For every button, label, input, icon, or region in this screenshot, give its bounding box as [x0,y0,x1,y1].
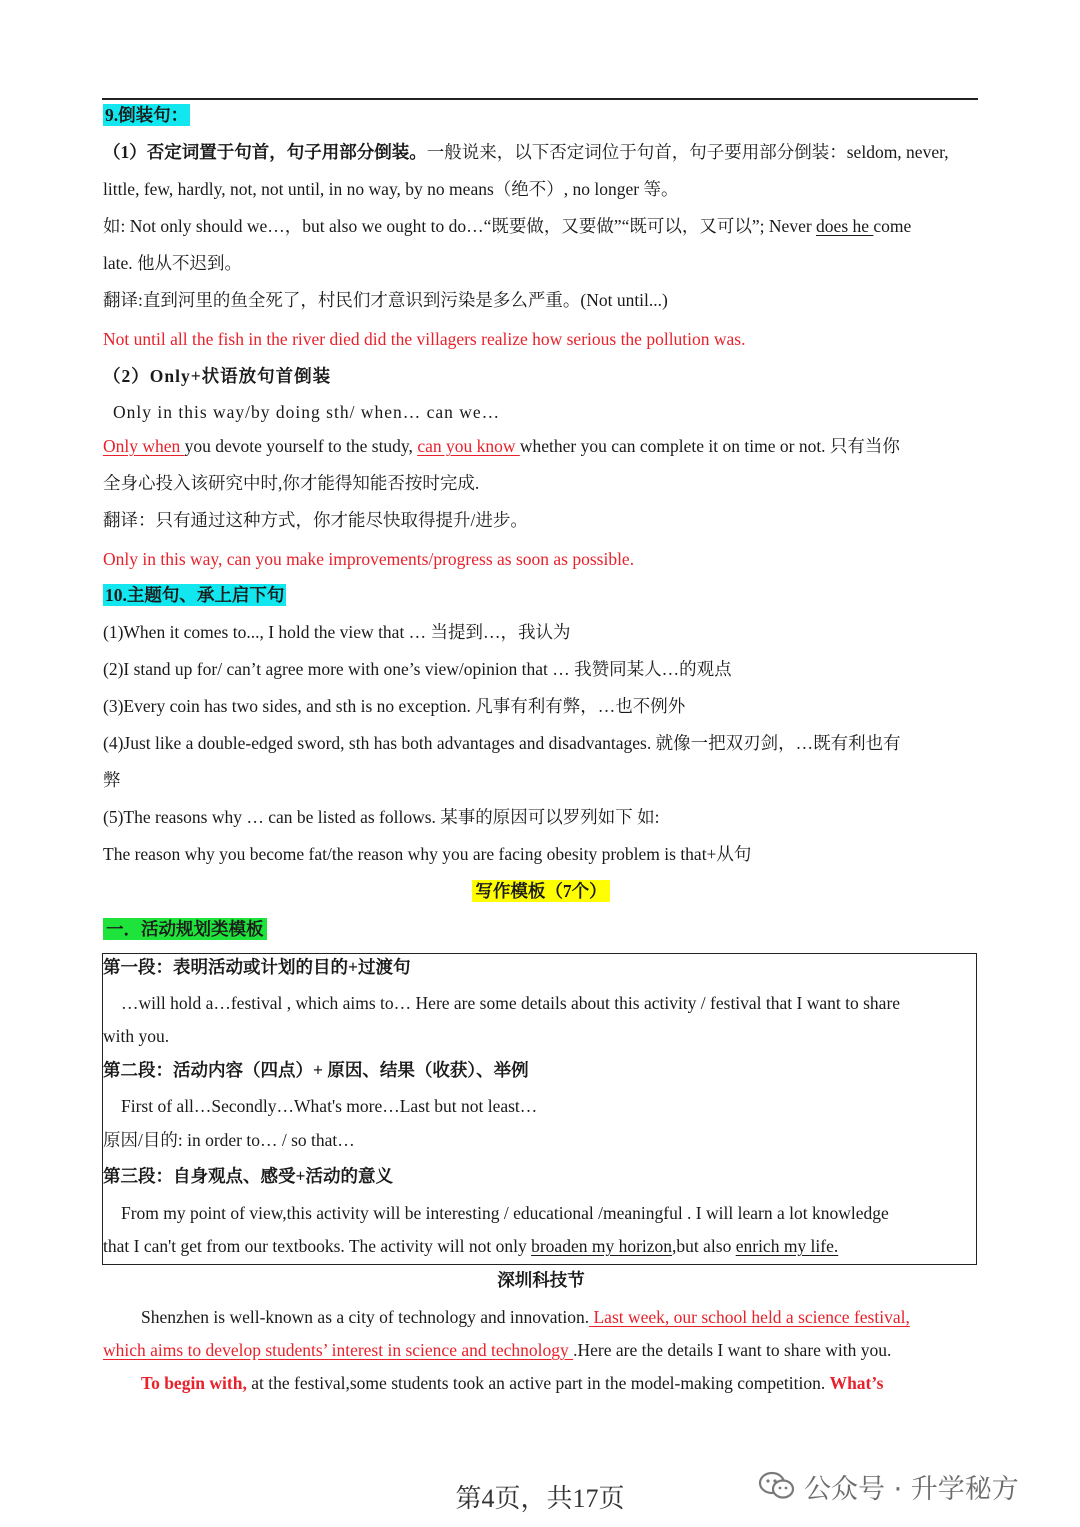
t1-para1-text2: with you. [103,1026,170,1046]
s10-item: (2)I stand up for/ can’t agree more with one’s view/opinion that … 我赞同某人…的观点 [103,659,732,679]
s9-p2-translate: 翻译：只有通过这种方式，你才能尽快取得提升/进步。 [103,510,528,530]
s9-p1-line2: little, few, hardly, not, not until, in no way, by no means（绝不）, no longer 等。 [103,179,679,199]
s10-item: (4)Just like a double-edged sword, sth has both advantages and disadvantages. 就像一把双刃剑，…既有利也有 [103,733,901,753]
s9-p2-example-line2: 全身心投入该研究中时,你才能得知能否按时完成. [103,473,480,493]
top-rule [102,98,978,100]
t1-para2-reason: 原因/目的: in order to… / so that… [103,1130,355,1150]
watermark [758,1466,1019,1506]
page-number: 第4页，共17页 [455,1484,625,1513]
t1-para3-text: From my point of view,this activity will be interesting / educational /meaningful . I will learn a lot knowledge [121,1203,889,1223]
s9-p1-line4: late. 他从不迟到。 [103,253,243,273]
s9-p1-answer: Not until all the fish in the river died did the villagers realize how serious the pollution was. [103,329,746,349]
t1-para3-label: 第三段：自身观点、感受+活动的意义 [103,1166,393,1186]
s9-p1-line3: 如: Not only should we…，but also we ought to do…“既要做，又要做”“既可以，又可以”; Never does he come [103,216,912,236]
wechat-icon [758,1471,796,1501]
section-9-heading [103,104,979,126]
section-9-heading-text: 9.倒装句： [105,105,189,125]
template-1-heading [103,918,979,940]
s10-item: (1)When it comes to..., I hold the view that … 当提到…，我认为 [103,622,571,642]
section-10-heading-text: 10.主题句、承上启下句 [105,585,285,605]
t1-para1-label: 第一段：表明活动或计划的目的+过渡句 [103,957,411,977]
s10-item: 弊 [103,770,121,790]
watermark-text: 公众号 · 升学秘方 [804,1473,1019,1505]
essay-line1: Shenzhen is well-known as a city of technology and innovation. Last week, our school held a science festival, [141,1307,910,1327]
t1-para2-text: First of all…Secondly…What's more…Last but not least… [121,1096,538,1116]
s10-item: The reason why you become fat/the reason why you are facing obesity problem is that+从句 [103,844,752,864]
section-10-heading [103,584,979,606]
s10-item: (5)The reasons why … can be listed as follows. 某事的原因可以罗列如下 如: [103,807,660,827]
essay-line2: which aims to develop students’ interest in science and technology .Here are the details I want to share with you. [103,1340,892,1360]
s9-p2-answer: Only in this way, can you make improvements/progress as soon as possible. [103,549,635,569]
template-1-heading-text: 一．活动规划类模板 [103,918,267,940]
essay-title: 深圳科技节 [497,1270,585,1290]
s9-p2-example: Only when you devote yourself to the study, can you know whether you can complete it on time or not. 只有当你 [103,436,900,456]
s9-p2-heading: （2）Only+状语放句首倒装 [103,366,332,386]
t1-para1-text: …will hold a…festival , which aims to… Here are some details about this activity / festival that I want to share [121,993,901,1013]
s9-p1-translate: 翻译:直到河里的鱼全死了，村民们才意识到污染是多么严重。(Not until...) [103,290,668,310]
s9-p1-line1: （1）否定词置于句首，句子用部分倒装。一般说来，以下否定词位于句首，句子要用部分倒装：seldom, never, [103,142,949,162]
s9-p2-pattern: Only in this way/by doing sth/ when… can we… [113,402,501,422]
t1-para3-text2: that I can't get from our textbooks. The activity will not only broaden my horizon,but also enrich my life. [103,1236,839,1256]
templates-title [103,880,979,902]
templates-title-text: 写作模板（7个） [472,880,609,902]
essay-line3: To begin with, at the festival,some students took an active part in the model-making competition. What’s [141,1373,884,1393]
t1-para2-label: 第二段：活动内容（四点）+ 原因、结果（收获）、举例 [103,1060,529,1080]
s10-item: (3)Every coin has two sides, and sth is no exception. 凡事有利有弊，…也不例外 [103,696,686,716]
